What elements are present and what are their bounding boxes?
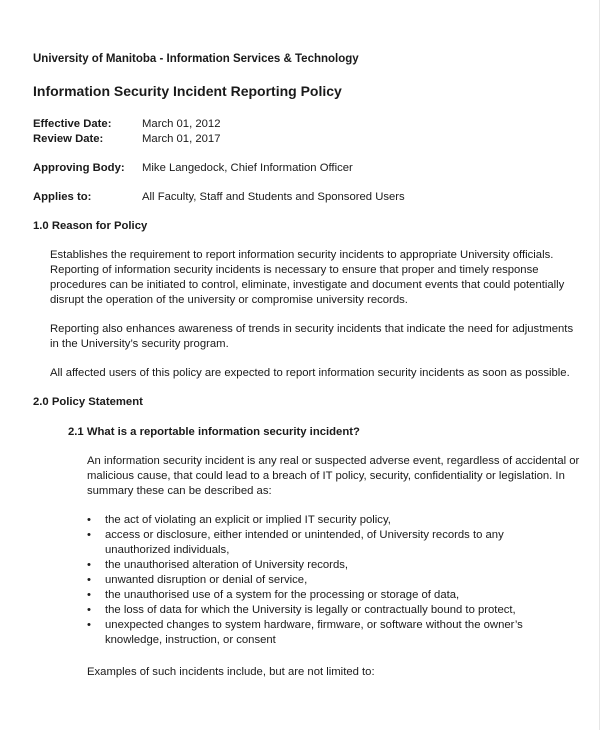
reason-para-1-line-1: Establishes the requirement to report information security incidents to appropriate University officials. [50, 249, 554, 261]
applies-to-label: Applies to: [33, 191, 92, 203]
examples-intro: Examples of such incidents include, but are not limited to: [87, 666, 375, 678]
bullet-icon: • [87, 574, 91, 586]
list-item: • the unauthorised alteration of University records, [87, 559, 349, 571]
bullet-icon: • [87, 589, 91, 601]
incident-intro-line-3: summary these can be described as: [87, 485, 272, 497]
bullet-icon: • [87, 559, 91, 571]
subsection-2-1-heading: 2.1 What is a reportable information security incident? [68, 426, 360, 438]
list-item: • unwanted disruption or denial of service, [87, 574, 308, 586]
review-date-label: Review Date: [33, 133, 104, 145]
section-2-heading: 2.0 Policy Statement [33, 396, 143, 408]
organization-header: University of Manitoba - Information Services & Technology [33, 53, 359, 65]
bullet-icon: • [87, 604, 91, 616]
bullet-icon: • [87, 619, 91, 631]
approving-body-label: Approving Body: [33, 162, 125, 174]
incident-list [87, 513, 537, 648]
incident-intro-line-2: malicious cause, that could lead to a breach of IT policy, security, confidentiality or legislation. In [87, 470, 565, 482]
list-item: • the act of violating an explicit or implied IT security policy, [87, 514, 391, 526]
bullet-icon: • [87, 529, 91, 541]
list-item: • access or disclosure, either intended or unintended, of University records to any unauthorized individuals, [87, 529, 504, 556]
effective-date-value: March 01, 2012 [142, 118, 221, 130]
list-item: • the loss of data for which the University is legally or contractually bound to protect, [87, 604, 516, 616]
reason-para-1-line-2: Reporting of information security incidents is necessary to ensure that proper and timely response [50, 264, 539, 276]
reason-para-1-line-3: procedures can be initiated to control, eliminate, investigate and document events that could potentially [50, 279, 565, 291]
list-item: • the unauthorised use of a system for the processing or storage of data, [87, 589, 460, 601]
reason-para-2-line-1: Reporting also enhances awareness of trends in security incidents that indicate the need for adjustments [50, 323, 574, 335]
incident-intro-line-1: An information security incident is any real or suspected adverse event, regardless of accidental or [87, 455, 580, 467]
reason-para-1-line-4: disrupt the operation of the university or compromise university records. [50, 294, 408, 306]
document-title: Information Security Incident Reporting Policy [33, 83, 342, 99]
applies-to-value: All Faculty, Staff and Students and Sponsored Users [142, 191, 405, 203]
list-item: • unexpected changes to system hardware, firmware, or software without the owner’s knowledge, instruction, or consent [87, 619, 523, 646]
section-1-heading: 1.0 Reason for Policy [33, 220, 148, 232]
reason-para-3: All affected users of this policy are expected to report information security incidents as soon as possible. [50, 367, 570, 379]
bullet-icon: • [87, 514, 91, 526]
approving-body-value: Mike Langedock, Chief Information Officer [142, 162, 353, 174]
review-date-value: March 01, 2017 [142, 133, 221, 145]
reason-para-2-line-2: in the University’s security program. [50, 338, 229, 350]
effective-date-label: Effective Date: [33, 118, 112, 130]
